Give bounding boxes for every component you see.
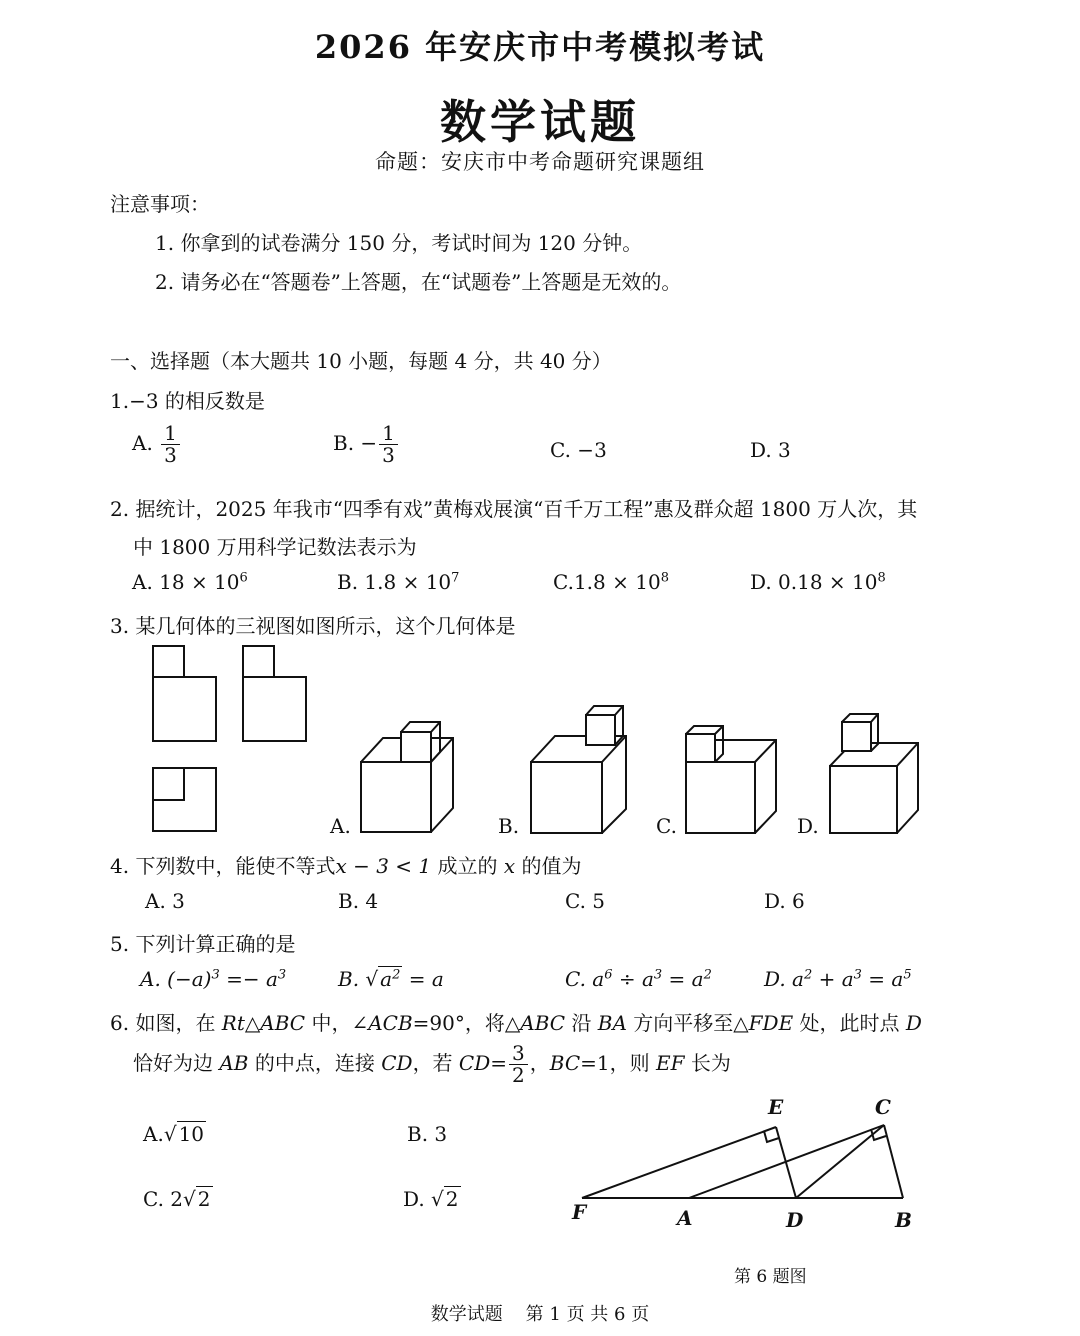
q3-option-d-figure	[830, 714, 918, 833]
q3-stem: 3. 某几何体的三视图如图所示，这个几何体是	[110, 614, 516, 638]
exam-title: 2026 年安庆市中考模拟考试	[314, 28, 766, 66]
q3-side-view	[243, 646, 306, 741]
q4-option-b: B. 4	[338, 889, 379, 913]
q6-line-2	[133, 1043, 731, 1086]
subject-title: 数学试题	[440, 95, 640, 149]
q5-c-e2: 3	[653, 967, 663, 983]
q5-a-1: A. (−a)	[140, 967, 212, 991]
q6-l2-3: =	[490, 1051, 508, 1075]
q6-c-1: C. 2	[143, 1187, 184, 1211]
q5-b-rad: a	[380, 967, 393, 991]
q6-fde: △FDE	[733, 1011, 794, 1035]
q6-line-1	[110, 1007, 922, 1036]
q5-c-1: C. a	[565, 967, 605, 991]
q6-option-b: B. 3	[407, 1122, 448, 1146]
q4-stem-mid: 成立的	[431, 854, 504, 878]
q6-l2-1: 的中点，连接	[248, 1051, 382, 1075]
q6-a-rad: 10	[178, 1122, 205, 1146]
q6-option-c	[143, 1187, 213, 1211]
q6-l1-5: 处，此时点	[793, 1011, 906, 1035]
q2-b-text: B. 1.8 × 10	[337, 570, 452, 594]
q3-option-b-figure	[531, 706, 626, 833]
q6-l2-4: ，	[529, 1051, 550, 1075]
notice-heading: 注意事项：	[110, 192, 210, 216]
q2-line-1: 2. 据统计，2025 年我市“四季有戏”黄梅戏展演“百千万工程”惠及群众超 1800 万人次，其	[110, 497, 918, 521]
q6-bc: BC	[549, 1051, 581, 1075]
q5-c-e3: 2	[703, 967, 712, 983]
q5-b-radical: √ $a^2$	[365, 967, 401, 991]
q3-option-d: D.	[797, 814, 819, 838]
q1-stem: 1.−3 的相反数是	[110, 389, 265, 413]
q6-ba: BA	[597, 1011, 627, 1035]
q6-point-e: E	[768, 1095, 784, 1119]
q3-option-c: C.	[656, 814, 677, 838]
q4-stem-pre: 4. 下列数中，能使不等式	[110, 854, 336, 878]
q1-option-d: D. 3	[750, 438, 791, 462]
q5-d-e3: 5	[903, 967, 912, 983]
q5-option-a	[140, 967, 286, 991]
q5-d-e2: 3	[853, 967, 862, 983]
q4-inequality: x − 3 < 1	[335, 854, 432, 878]
q6-angle: ∠ACB	[351, 1011, 413, 1035]
q6-l1-2: =90°，将	[412, 1011, 505, 1035]
q5-b-e: 2	[392, 967, 401, 983]
q1-b-num: 1	[379, 423, 398, 445]
q6-d-rad: 2	[445, 1187, 459, 1211]
q1-a-num: 1	[161, 423, 180, 445]
q3-front-view	[153, 646, 216, 741]
q2-a-text: A. 18 × 10	[132, 570, 240, 594]
q6-ef: EF	[655, 1051, 685, 1075]
q3-option-a: A.	[330, 814, 351, 838]
q1-option-c: C. −3	[550, 438, 607, 462]
q6-cd: CD	[381, 1051, 413, 1075]
author-line: 命题：安庆市中考命题研究课题组	[375, 150, 705, 174]
q2-line-2: 中 1800 万用科学记数法表示为	[133, 535, 417, 559]
q5-a-e1: 3	[211, 967, 220, 983]
notice-item-1: 1. 你拿到的试卷满分 150 分，考试时间为 120 分钟。	[155, 231, 643, 255]
q6-cd-den: 2	[512, 1063, 525, 1087]
q4-option-d: D. 6	[764, 889, 805, 913]
q2-d-text: D. 0.18 × 10	[750, 570, 878, 594]
q5-a-2: =− a	[219, 967, 278, 991]
q5-option-c	[565, 967, 712, 991]
q6-l1-1: 中，	[305, 1011, 352, 1035]
q6-l2-6: 长为	[684, 1051, 731, 1075]
q6-l1-4: 方向平移至	[626, 1011, 734, 1035]
q5-d-2: + a	[812, 967, 854, 991]
q6-point-f: F	[572, 1200, 587, 1224]
q4-option-c: C. 5	[565, 889, 606, 913]
q6-tri: △ABC	[504, 1011, 566, 1035]
q6-ab: AB	[219, 1051, 249, 1075]
q3-option-a-figure	[361, 722, 453, 832]
q5-option-b	[338, 967, 444, 991]
q6-cd-fraction	[509, 1043, 528, 1086]
q6-point-b: B	[895, 1208, 912, 1232]
q1-a-den: 3	[164, 443, 177, 467]
q4-variable: x	[503, 854, 516, 878]
q6-point-d: D	[786, 1208, 804, 1232]
q6-l2-0: 恰好为边	[133, 1051, 220, 1075]
q6-c-rad: 2	[197, 1187, 211, 1211]
q6-a-1: A.	[143, 1122, 164, 1146]
q5-c-2: ÷ a	[612, 967, 654, 991]
q6-dpt: D	[905, 1011, 922, 1035]
q6-option-a	[143, 1122, 206, 1146]
q6-rt: Rt△ABC	[221, 1011, 306, 1035]
q5-a-e2: 3	[277, 967, 287, 983]
q6-c-radical: √ 2	[183, 1187, 211, 1211]
notice-item-2: 2. 请务必在“答题卷”上答题，在“试题卷”上答题是无效的。	[155, 270, 682, 294]
q5-d-3: = a	[861, 967, 904, 991]
q3-option-c-figure	[686, 726, 776, 833]
page-footer: 数学试题 第 1 页 共 6 页	[430, 1304, 650, 1325]
q2-c-exp: 8	[660, 570, 669, 586]
q6-d-radical: √ 2	[431, 1187, 459, 1211]
q5-d-e1: 2	[803, 967, 813, 983]
q2-a-exp: 6	[239, 570, 248, 586]
q6-figure	[582, 1125, 903, 1198]
q6-l2-2: ，若	[412, 1051, 459, 1075]
q4-stem-post: 的值为	[515, 854, 582, 878]
q5-stem: 5. 下列计算正确的是	[110, 932, 296, 956]
q6-point-c: C	[875, 1095, 891, 1119]
q2-d-exp: 8	[877, 570, 886, 586]
q6-a-radical: √ 10	[163, 1122, 205, 1146]
q5-b-1: B.	[338, 967, 366, 991]
q6-l1-0: 6. 如图，在	[110, 1011, 222, 1035]
q6-option-d	[403, 1187, 461, 1211]
q3-top-view	[153, 768, 216, 831]
q6-cd2: CD	[458, 1051, 491, 1075]
q6-figure-caption: 第 6 题图	[734, 1267, 807, 1287]
q4-stem	[110, 850, 582, 879]
q6-cd-num: 3	[509, 1043, 528, 1065]
q5-b-2: = a	[402, 967, 444, 991]
q1-b-den: 3	[382, 443, 395, 467]
q6-l2-5: =1，则	[580, 1051, 656, 1075]
q2-c-text: C.1.8 × 10	[553, 570, 661, 594]
q3-option-b: B.	[498, 814, 520, 838]
q2-b-exp: 7	[451, 570, 460, 586]
q6-l1-3: 沿	[565, 1011, 598, 1035]
q5-c-3: = a	[662, 967, 704, 991]
section-heading: 一、选择题（本大题共 10 小题，每题 4 分，共 40 分）	[110, 349, 612, 373]
q6-point-a: A	[677, 1206, 693, 1230]
q4-option-a: A. 3	[145, 889, 185, 913]
q5-option-d	[764, 967, 912, 991]
q5-d-1: D. a	[764, 967, 804, 991]
q5-c-e1: 6	[604, 967, 613, 983]
q6-d-1: D.	[403, 1187, 432, 1211]
q1-a-label: A.	[132, 431, 153, 455]
q1-b-label: B. −	[333, 431, 378, 455]
